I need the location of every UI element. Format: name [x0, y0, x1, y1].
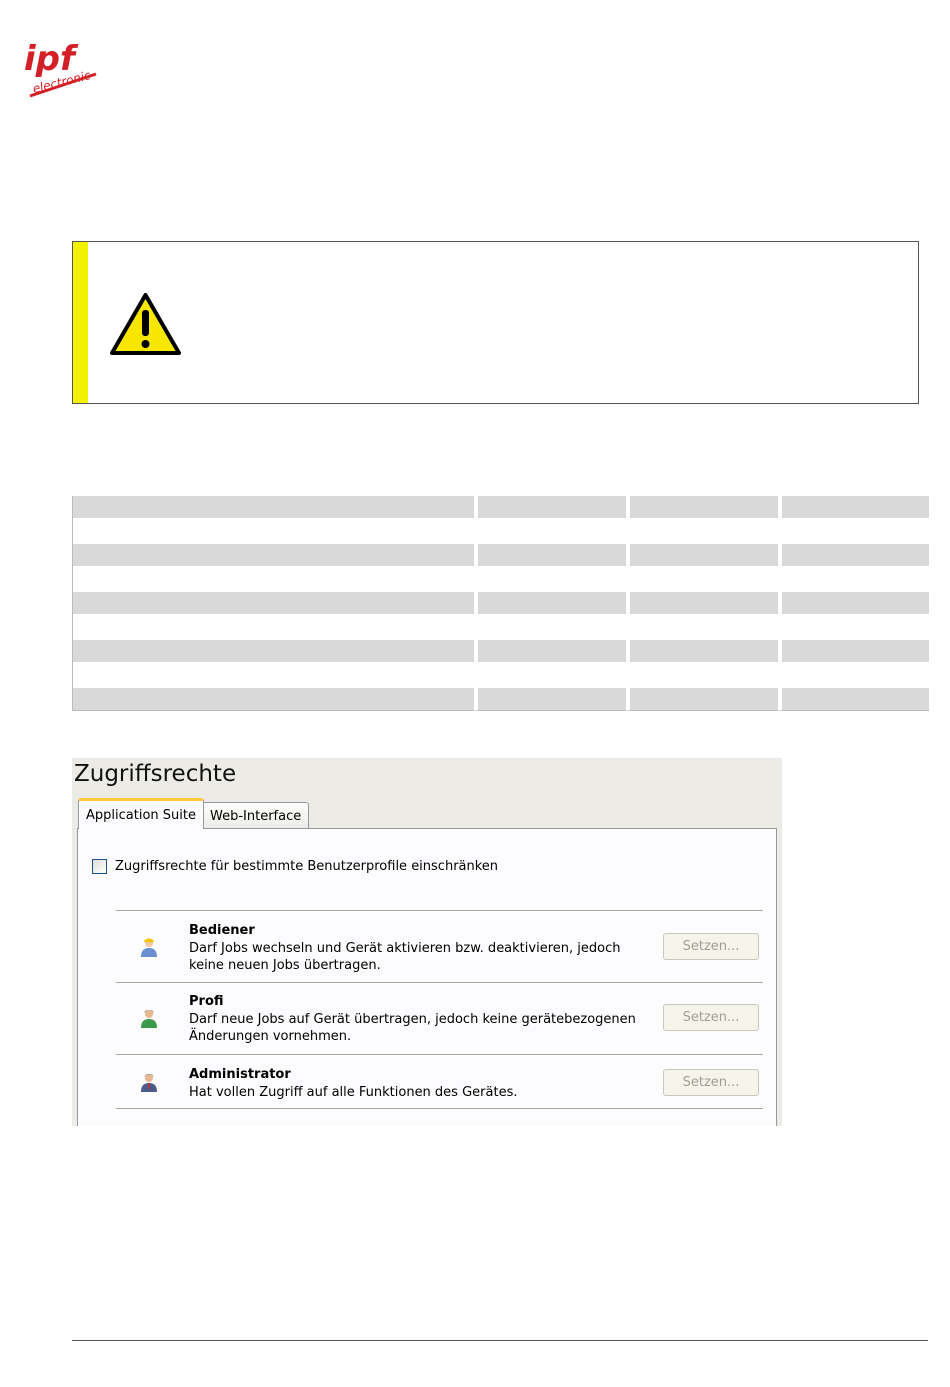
table-row	[73, 640, 929, 664]
profile-description-line: Darf Jobs wechseln und Gerät aktivieren bzw. deaktivieren, jedoch	[189, 941, 621, 956]
profile-name: Bediener	[189, 923, 255, 938]
profile-name: Administrator	[189, 1067, 291, 1082]
access-rights-dialog	[72, 758, 782, 1126]
table-row	[73, 568, 929, 592]
profile-description-line: Darf neue Jobs auf Gerät übertragen, jedoch keine gerätebezogenen	[189, 1012, 636, 1027]
warning-box	[72, 241, 919, 404]
warning-bar	[73, 242, 88, 403]
profile-description	[189, 1084, 649, 1101]
set-button-bediener[interactable]: Setzen...	[663, 933, 759, 960]
table-row	[73, 496, 929, 520]
user-worker-icon	[138, 936, 160, 958]
tab-application-suite[interactable]: Application Suite	[78, 798, 204, 829]
profile-description-line: keine neuen Jobs übertragen.	[189, 958, 381, 973]
profile-description-line: Änderungen vornehmen.	[189, 1029, 352, 1044]
profile-row-bediener	[116, 910, 763, 983]
dialog-title: Zugriffsrechte	[74, 761, 237, 787]
user-administrator-icon	[138, 1071, 160, 1093]
table-row	[73, 592, 929, 616]
table-row	[73, 616, 929, 640]
warning-triangle-icon	[109, 292, 182, 356]
table-row	[73, 544, 929, 568]
user-professional-icon	[138, 1007, 160, 1029]
svg-text:electronic: electronic	[31, 68, 93, 97]
tab-web-interface[interactable]: Web-Interface	[202, 802, 309, 829]
set-button-profi[interactable]: Setzen...	[663, 1004, 759, 1031]
profile-description	[189, 1011, 649, 1045]
ipf-electronic-logo	[22, 40, 102, 98]
profile-description	[189, 940, 649, 974]
svg-text:ipf: ipf	[24, 40, 75, 79]
tab-panel	[77, 828, 777, 1126]
profile-description-line: Hat vollen Zugriff auf alle Funktionen des Gerätes.	[189, 1085, 518, 1100]
profile-row-profi	[116, 982, 763, 1055]
restrict-access-checkbox[interactable]	[92, 859, 107, 874]
table-row	[73, 664, 929, 688]
profile-list-divider	[116, 1108, 763, 1109]
table-row	[73, 520, 929, 544]
footer-rule	[72, 1340, 928, 1341]
set-button-administrator[interactable]: Setzen...	[663, 1069, 759, 1096]
table-row	[73, 688, 929, 711]
restrict-access-label: Zugriffsrechte für bestimmte Benutzerprofile einschränken	[115, 859, 499, 874]
restrict-access-option[interactable]	[92, 859, 498, 874]
profile-row-administrator	[116, 1054, 763, 1110]
profile-name: Profi	[189, 994, 224, 1009]
data-table	[72, 496, 929, 711]
